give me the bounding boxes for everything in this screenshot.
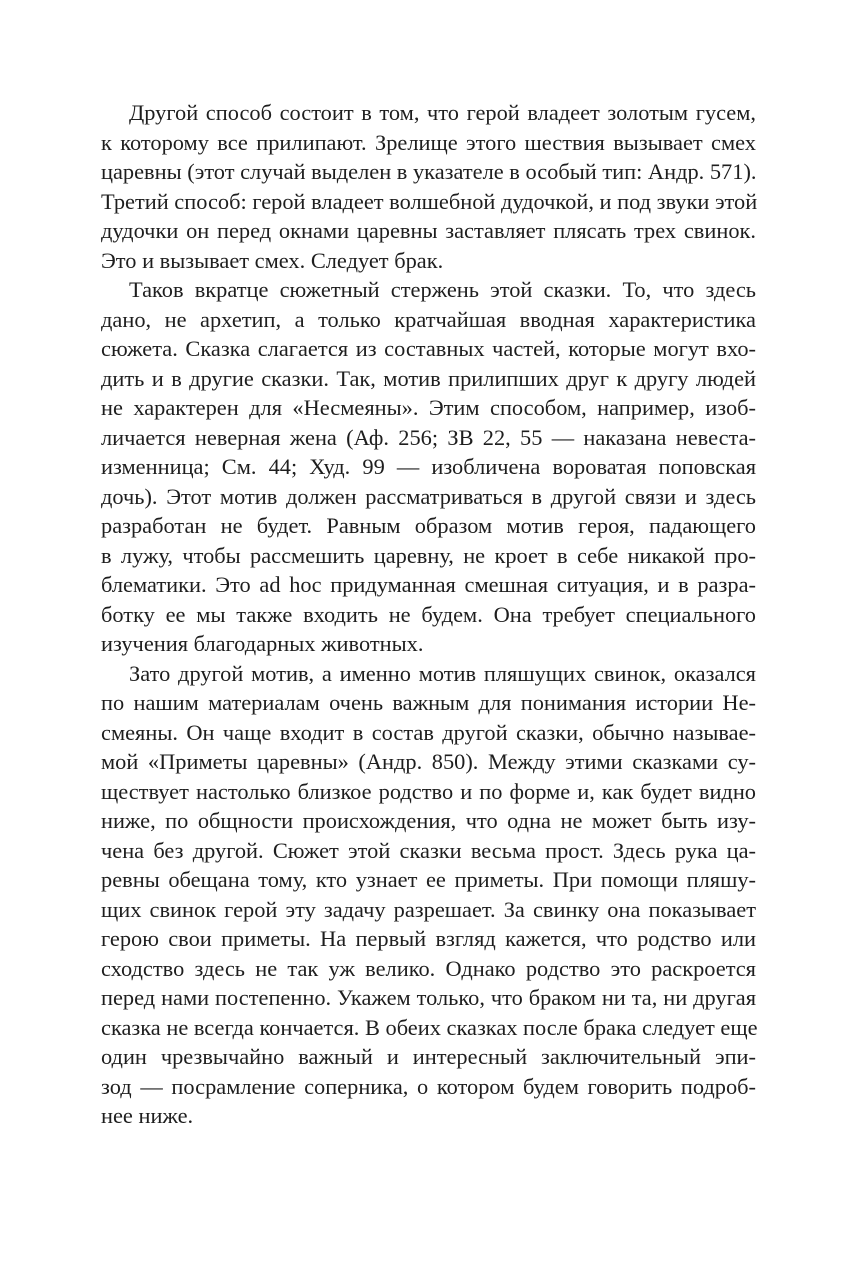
text-line: дить и в другие сказки. Так, мотив прилипших друг к другу людей [101,365,756,391]
text-line: нее ниже. [101,1103,194,1128]
text-line: дочь). Этот мотив должен рассматриваться в другой связи и здесь [101,483,756,509]
text-line: чена без другой. Сюжет этой сказки весьма прост. Здесь рука ца- [101,837,756,863]
text-line: разработан не будет. Равным образом мотив героя, падающего [101,513,756,538]
text-line: щих свинок герой эту задачу разрешает. За свинку она показывает [101,896,756,922]
text-line: по нашим материалам очень важным для понимания истории Не- [101,690,756,715]
text-line: один чрезвычайно важный и интересный заключительный эпи- [101,1044,756,1069]
text-line: Третий способ: герой владеет волшебной дудочкой, и под звуки этой [101,188,758,214]
text-line: не характерен для «Несмеяны». Этим способом, например, изоб- [101,395,756,420]
text-line: ботку ее мы также входить не будем. Она требует специального [101,601,756,627]
paragraph-1 [101,98,756,275]
text-line: герою свои приметы. На первый взгляд кажется, что родство или [101,926,756,951]
text-line: сказка не всегда кончается. В обеих сказках после брака следует еще [101,1014,758,1040]
text-line: Это и вызывает смех. Следует брак. [101,247,444,273]
paragraph-2 [101,275,756,659]
text-line: ществует настолько близкое родство и по форме и, как будет видно [101,778,756,804]
text-line: изучения благодарных животных. [101,631,424,656]
text-line: сходство здесь не так уж велико. Однако родство это раскроется [101,955,756,981]
text-line: дудочки он перед окнами царевны заставляет плясать трех свинок. [101,218,756,243]
text-line: дано, не архетип, а только кратчайшая вводная характеристика [101,306,756,332]
text-line: в лужу, чтобы рассмешить царевну, не кроет в себе никакой про- [101,542,756,568]
book-page-text [101,98,756,1131]
text-line: сюжета. Сказка слагается из составных частей, которые могут вхо- [101,336,756,361]
text-line: ниже, по общности происхождения, что одна не может быть изу- [101,808,756,833]
text-line: мой «Приметы царевны» (Андр. 850). Между этими сказками су- [101,749,756,774]
text-line: изменница; См. 44; Худ. 99 — изобличена вороватая поповская [101,454,756,479]
text-line: царевны (этот случай выделен в указателе в особый тип: Андр. 571). [101,159,757,184]
text-line: Таков вкратце сюжетный стержень этой сказки. То, что здесь [129,277,756,302]
text-line: Зато другой мотив, а именно мотив пляшущих свинок, оказался [129,660,756,686]
text-line: личается неверная жена (Аф. 256; ЗВ 22, 55 — наказана невеста- [101,424,756,450]
text-line: перед нами постепенно. Укажем только, что браком ни та, ни другая [101,985,756,1010]
text-line: смеяны. Он чаще входит в состав другой сказки, обычно называе- [101,719,756,745]
paragraph-3 [101,659,756,1131]
text-line: зод — посрамление соперника, о котором будем говорить подроб- [101,1073,756,1099]
text-line: блематики. Это ad hoc придуманная смешная ситуация, и в разра- [101,572,756,597]
text-line: ревны обещана тому, кто узнает ее приметы. При помощи пляшу- [101,867,756,892]
text-line: к которому все прилипают. Зрелище этого шествия вызывает смех [101,129,756,155]
text-line: Другой способ состоит в том, что герой владеет золотым гусем, [129,100,756,125]
